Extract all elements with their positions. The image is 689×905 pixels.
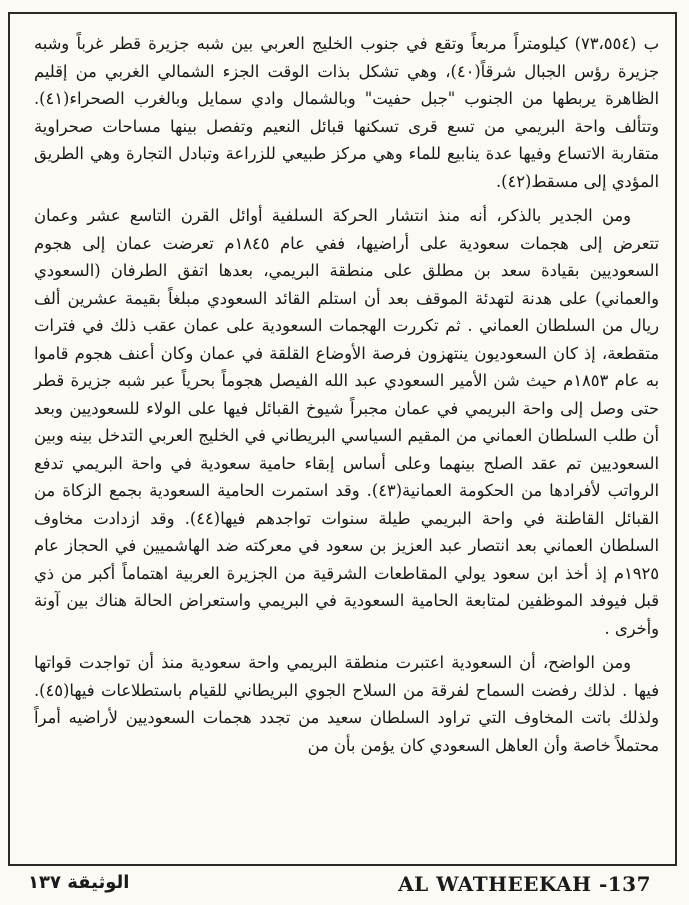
footer-title: AL WATHEEKAH -137 xyxy=(398,872,651,896)
paragraph-1: ب (٧٣،٥٥٤) كيلومتراً مربعاً وتقع في جنوب الخليج العربي بين شبه جزيرة قطر غرباً وشبه جزيرة رؤس الجبال شرقاً(٤٠)، وهي تشكل بذات الوقت الجزء الشمالي الغربي من إقليم الظاهرة يربطها من الجنوب "جبل حفيت" وبالشمال وادي سمايل وبالغرب الصحراء(٤١). وتتألف واحة البريمي من تسع قرى تسكنها قبائل النعيم وتفصل بينها مساحات صحراوية متقاربة الاتساع وفيها عدة ينابيع للماء وهي مركز طبيعي للزراعة وتبادل التجارة وهي الطريق المؤدي إلى مسقط(٤٢). xyxy=(34,34,660,191)
footer-arabic-title: الوثيقة ١٣٧ xyxy=(28,872,130,893)
article-body xyxy=(34,30,659,759)
paragraph-3: ومن الواضح، أن السعودية اعتبرت منطقة البريمي واحة سعودية منذ أن تواجدت قواتها فيها . لذلك رفضت السماح لفرقة من السلاح الجوي البريطاني للقيام باستطلاعات فيها(٤٥). ولذلك باتت المخاوف التي تراود السلطان سعيد من تجدد هجمات السعوديين لأراضيه أمراً محتملاً خاصة وأن العاهل السعودي كان يؤمن بأن من xyxy=(34,653,659,755)
paragraph-2: ومن الجدير بالذكر، أنه منذ انتشار الحركة السلفية أوائل القرن التاسع عشر وعمان تتعرض إلى هجمات سعودية على أراضيها، ففي عام ١٨٤٥م تعرضت عمان إلى هجوم السعوديين بقيادة سعد بن مطلق على منطقة البريمي، بعدها اتفق الطرفان (السعودي والعماني) على هدنة لتهدئة الموقف بعد أن استلم القائد السعودي مبلغاً بقيمة عشرين ألف ريال من السلطان العماني . ثم تكررت الهجمات السعودية على عمان عقب ذلك في فترات متقطعة، إذ كان السعوديون ينتهزون فرصة الأوضاع القلقة في عمان وكان أعنف هجوم قاموا به عام ١٨٥٣م حيث شن الأمير السعودي عبد الله الفيصل هجوماً بحرياً عبر شبه جزيرة قطر حتى وصل إلى واحة البريمي في عمان مجبراً شيوخ القبائل فيها على الولاء للسعوديين وبعد أن طلب السلطان العماني من المقيم السياسي البريطاني في الخليج العربي التدخل بينه وبين السعوديين تم عقد الصلح بينهما وعلى أساس إبقاء حامية سعودية في واحة البريمي تدفع الرواتب لأفرادها من الحكومة العمانية(٤٣). وقد استمرت الحامية السعودية بجمع الزكاة من القبائل القاطنة في واحة البريمي طيلة سنوات تواجدهم فيها(٤٤). وقد ازدادت مخاوف السلطان العماني بعد انتصار عبد العزيز بن سعود في معركته ضد الهاشميين في الحجاز عام ١٩٢٥م إذ أخذ ابن سعود يولي المقاطعات الشرقية من الجزيرة العربية اهتماماً أكبر من ذي قبل فيوفد الموظفين لمتابعة الحامية السعودية في البريمي واستعراض الحالة هناك بين آونة وأخرى . xyxy=(34,206,659,638)
page-footer xyxy=(0,870,689,900)
